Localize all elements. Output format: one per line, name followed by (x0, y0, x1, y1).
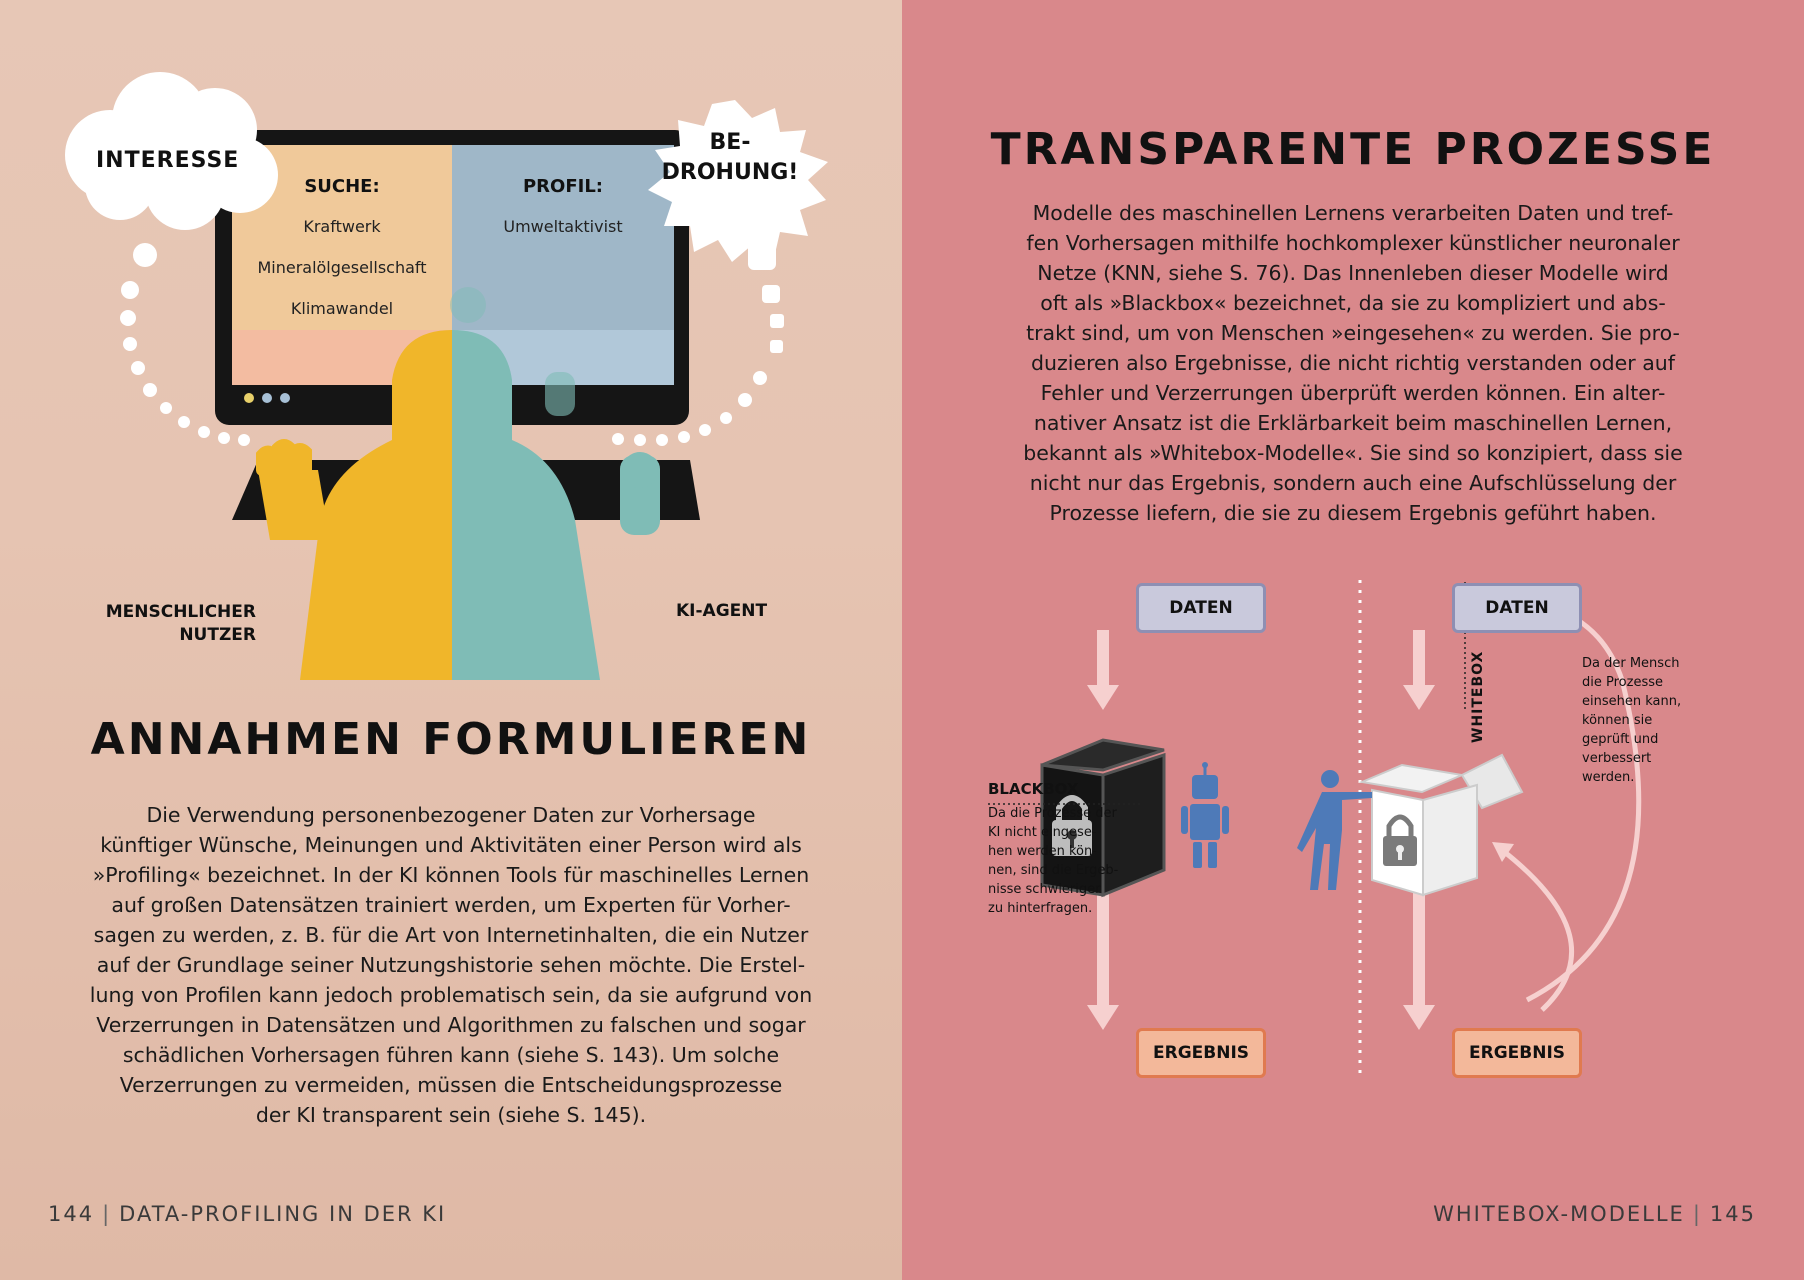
body-line: künftiger Wünsche, Meinungen und Aktivitäten einer Person wird als (100, 833, 802, 857)
left-heading: ANNAHMEN FORMULIEREN (90, 714, 812, 765)
note-line: verbessert (1582, 751, 1652, 766)
body-line: schädlichen Vorhersagen führen kann (siehe S. 143). Um solche (122, 1043, 780, 1067)
arrow-icon (1403, 890, 1435, 1030)
search-term: Klimawandel (290, 299, 394, 318)
note-line: zu hinterfragen. (988, 901, 1093, 916)
right-page (902, 0, 1804, 1280)
search-panel (232, 176, 452, 318)
body-line: fen Vorhersagen mithilfe hochkomplexer künstlicher neuronaler (1026, 231, 1680, 255)
search-title: SUCHE: (304, 176, 380, 197)
thought-threat-line2: DROHUNG! (661, 160, 799, 185)
arrow-icon (1403, 630, 1435, 710)
note-line: Da die Prozesse der (988, 806, 1117, 821)
body-line: oft als »Blackbox« bezeichnet, da sie zu kompliziert und abs- (1040, 291, 1666, 315)
body-line: nicht nur das Ergebnis, sondern auch eine Aufschlüsselung der (1029, 471, 1677, 495)
whitebox-data-box: DATEN (1452, 583, 1582, 633)
body-line: bekannt als »Whitebox-Modelle«. Sie sind so konzipiert, dass sie (1023, 441, 1683, 465)
right-folio: WHITEBOX-MODELLE | 145 (1433, 1202, 1756, 1226)
body-line: Die Verwendung personenbezogener Daten zur Vorhersage (146, 803, 756, 827)
whitebox-cube-icon (1362, 755, 1522, 895)
page-number: 145 (1709, 1202, 1756, 1226)
note-line: werden. (1582, 770, 1635, 785)
note-line: Da der Mensch (1582, 656, 1680, 671)
right-heading: TRANSPARENTE PROZESSE (990, 124, 1716, 175)
note-line: nen, sind die Ergeb- (988, 863, 1119, 878)
body-line: »Profiling« bezeichnet. In der KI können Tools für maschinelles Lernen (92, 863, 810, 887)
thought-interest-label: INTERESSE (96, 148, 240, 173)
human-label-line1: MENSCHLICHER (105, 602, 256, 622)
feedback-arrow-icon (1502, 850, 1572, 1010)
left-folio: 144 | DATA-PROFILING IN DER KI (48, 1202, 447, 1226)
body-line: nativer Ansatz ist die Erklärbarkeit beim maschinellen Lernen, (1033, 411, 1673, 435)
note-line: KI nicht eingese- (988, 825, 1097, 840)
whitebox-result-box: ERGEBNIS (1452, 1028, 1582, 1078)
body-line: auf großen Datensätzen trainiert werden, um Experten für Vorher- (111, 893, 791, 917)
folio-title: DATA-PROFILING IN DER KI (119, 1202, 447, 1226)
ai-agent-label: KI-AGENT (676, 601, 768, 621)
search-term: Mineralölgesellschaft (257, 258, 427, 277)
note-line: geprüft und (1582, 732, 1659, 747)
arrow-icon (1087, 630, 1119, 710)
body-line: Modelle des maschinellen Lernens verarbeiten Daten und tref- (1032, 201, 1674, 225)
body-line: trakt sind, um von Menschen »eingesehen« zu werden. Sie pro- (1026, 321, 1680, 345)
right-body-text (992, 198, 1714, 528)
blackbox-data-box: DATEN (1136, 583, 1266, 633)
human-label-line2: NUTZER (179, 625, 256, 645)
blackbox-result-box: ERGEBNIS (1136, 1028, 1266, 1078)
page-number: 144 (48, 1202, 95, 1226)
note-line: einsehen kann, (1582, 694, 1682, 709)
body-line: lung von Profilen kann jedoch problematisch sein, da sie aufgrund von (89, 983, 813, 1007)
human-user-label (80, 601, 256, 647)
whitebox-title: WHITEBOX (1470, 650, 1486, 743)
blackbox-title: BLACKBOX (988, 780, 1079, 798)
body-line: auf der Grundlage seiner Nutzungshistorie sehen möchte. Die Erstel- (96, 953, 806, 977)
thought-threat-line1: BE- (709, 130, 751, 155)
body-line: duzieren also Ergebnisse, die nicht richtig verstanden oder auf (1031, 351, 1675, 375)
body-line: Fehler und Verzerrungen überprüft werden können. Ein alter- (1040, 381, 1666, 405)
whitebox-note (1582, 654, 1692, 787)
body-line: Verzerrungen zu vermeiden, müssen die Entscheidungsprozesse (119, 1073, 783, 1097)
note-line: die Prozesse (1582, 675, 1663, 690)
profile-panel (452, 176, 674, 236)
note-line: können sie (1582, 713, 1653, 728)
body-line: der KI transparent sein (siehe S. 145). (255, 1103, 647, 1127)
body-line: Netze (KNN, siehe S. 76). Das Innenleben dieser Modelle wird (1037, 261, 1669, 285)
body-line: Prozesse liefern, die sie zu diesem Ergebnis geführt haben. (1049, 501, 1657, 525)
thought-threat-label (650, 128, 810, 188)
note-line: hen werden kön- (988, 844, 1097, 859)
body-line: sagen zu werden, z. B. für die Art von Internetinhalten, die ein Nutzer (93, 923, 809, 947)
folio-title: WHITEBOX-MODELLE (1433, 1202, 1685, 1226)
profile-title: PROFIL: (522, 176, 603, 197)
note-line: nisse schwieriger (988, 882, 1101, 897)
body-line: Verzerrungen in Datensätzen und Algorithmen zu falschen und sogar (96, 1013, 806, 1037)
profiling-illustration (0, 0, 902, 680)
profile-value: Umweltaktivist (503, 217, 623, 236)
search-term: Kraftwerk (303, 217, 381, 236)
left-body-text (60, 800, 842, 1130)
robot-icon (1181, 762, 1229, 868)
blackbox-note (988, 780, 1138, 918)
